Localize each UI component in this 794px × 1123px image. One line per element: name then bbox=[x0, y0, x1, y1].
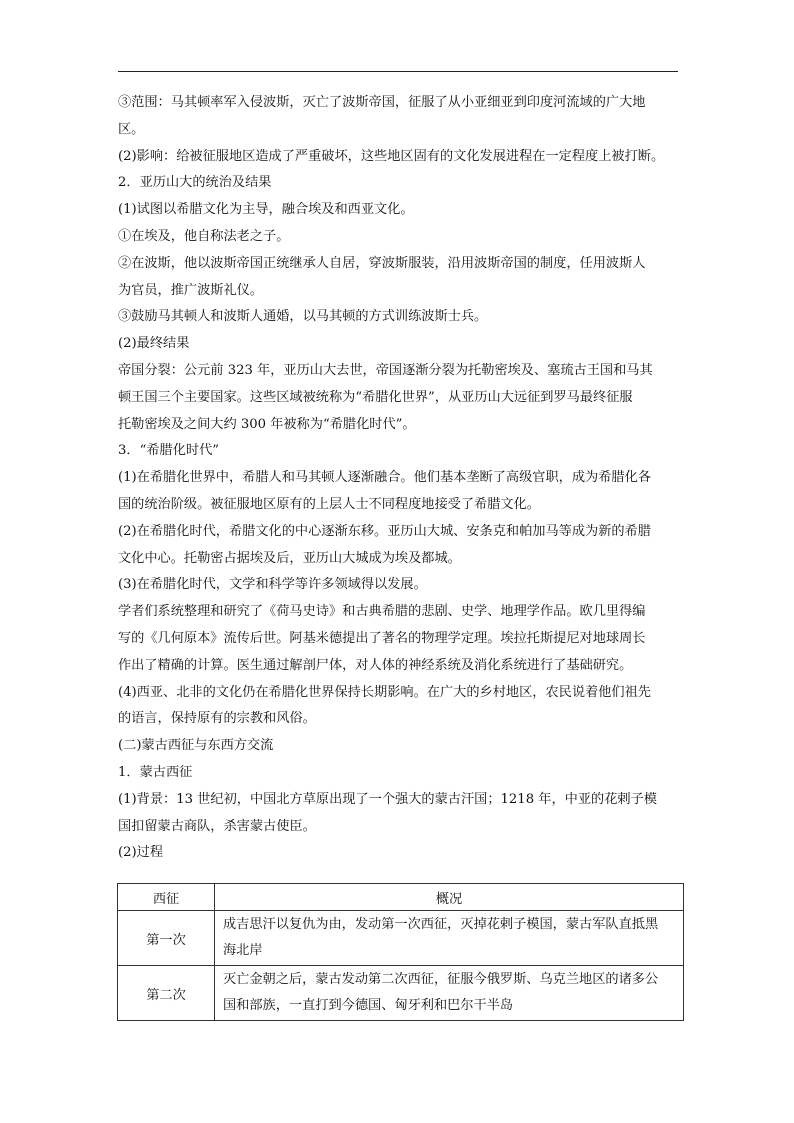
western-expedition-table bbox=[117, 883, 684, 1021]
column-header: 概况 bbox=[215, 884, 684, 911]
text-line: 国的统治阶级。被征服地区原有的上层人士不同程度地接受了希腊文化。 bbox=[118, 496, 540, 512]
text-line: (1)试图以希腊文化为主导，融合埃及和西亚文化。 bbox=[118, 202, 414, 218]
text-line: 学者们系统整理和研究了《荷马史诗》和古典希腊的悲剧、史学、地理学作品。欧几里得编 bbox=[118, 604, 646, 620]
expedition-desc-line: 灭亡金朝之后，蒙古发动第二次西征，征服今俄罗斯、乌克兰地区的诸多公 bbox=[223, 972, 659, 987]
section-heading: 3．“希腊化时代” bbox=[118, 443, 219, 459]
header-rule bbox=[118, 71, 678, 72]
text-line: ②在波斯，他以波斯帝国正统继承人自居，穿波斯服装，沿用波斯帝国的制度，任用波斯人 bbox=[118, 255, 646, 271]
text-line: 文化中心。托勒密占据埃及后，亚历山大城成为埃及都城。 bbox=[118, 550, 461, 566]
text-line: (2)在希腊化时代，希腊文化的中心逐渐东移。亚历山大城、安条克和帕加马等成为新的希腊 bbox=[118, 523, 651, 539]
text-line: (1)在希腊化世界中，希腊人和马其顿人逐渐融合。他们基本垄断了高级官职，成为希腊化各 bbox=[118, 470, 651, 486]
text-line: 作出了精确的计算。医生通过解剖尸体，对人体的神经系统及消化系统进行了基础研究。 bbox=[118, 657, 633, 673]
section-heading: (二)蒙古西征与东西方交流 bbox=[118, 738, 274, 754]
expedition-desc-line: 海北岸 bbox=[223, 943, 263, 958]
text-line: 顿王国三个主要国家。这些区域被统称为“希腊化世界”，从亚历山大远征到罗马最终征服 bbox=[118, 389, 633, 405]
expedition-name: 第二次 bbox=[118, 966, 215, 1021]
text-line: 国扣留蒙古商队，杀害蒙古使臣。 bbox=[118, 818, 316, 834]
text-line: ①在埃及，他自称法老之子。 bbox=[118, 228, 290, 244]
section-heading: 1．蒙古西征 bbox=[118, 764, 193, 780]
table-row bbox=[118, 911, 684, 966]
table-header-row bbox=[118, 884, 684, 911]
table-row bbox=[118, 966, 684, 1021]
text-line: 帝国分裂：公元前 323 年，亚历山大去世，帝国逐渐分裂为托勒密埃及、塞琉古王国和马其 bbox=[118, 362, 653, 378]
section-heading: 2．亚历山大的统治及结果 bbox=[118, 175, 272, 191]
text-line: ③鼓励马其顿人和波斯人通婚，以马其顿的方式训练波斯士兵。 bbox=[118, 309, 488, 325]
expedition-desc-line: 国和部族，一直打到今德国、匈牙利和巴尔干半岛 bbox=[223, 998, 514, 1013]
text-line: 区。 bbox=[118, 121, 145, 137]
expedition-desc-line: 成吉思汗以复仇为由，发动第一次西征，灭掉花剌子模国，蒙古军队直抵黑 bbox=[223, 917, 659, 932]
text-line: (3)在希腊化时代，文学和科学等许多领域得以发展。 bbox=[118, 577, 427, 593]
text-line: 为官员，推广波斯礼仪。 bbox=[118, 282, 264, 298]
document-body bbox=[118, 90, 684, 867]
text-line: 托勒密埃及之间大约 300 年被称为“希腊化时代”。 bbox=[118, 416, 416, 432]
text-line: 的语言，保持原有的宗教和风俗。 bbox=[118, 711, 316, 727]
expedition-name: 第一次 bbox=[118, 911, 215, 966]
text-line: 写的《几何原本》流传后世。阿基米德提出了著名的物理学定理。埃拉托斯提尼对地球周长 bbox=[118, 630, 646, 646]
text-line: (2)最终结果 bbox=[118, 336, 190, 352]
expedition-desc bbox=[215, 966, 684, 1021]
text-line: ③范围：马其顿率军入侵波斯，灭亡了波斯帝国，征服了从小亚细亚到印度河流域的广大地 bbox=[118, 95, 646, 110]
expedition-desc bbox=[215, 911, 684, 966]
text-line: (2)过程 bbox=[118, 845, 164, 861]
column-header: 西征 bbox=[118, 884, 215, 911]
text-line: (1)背景：13 世纪初，中国北方草原出现了一个强大的蒙古汗国；1218 年，中亚的花剌子模 bbox=[118, 791, 657, 807]
text-line: (2)影响：给被征服地区造成了严重破坏，这些地区固有的文化发展进程在一定程度上被打断。 bbox=[118, 148, 665, 164]
text-line: (4)西亚、北非的文化仍在希腊化世界保持长期影响。在广大的乡村地区，农民说着他们祖先 bbox=[118, 684, 651, 700]
